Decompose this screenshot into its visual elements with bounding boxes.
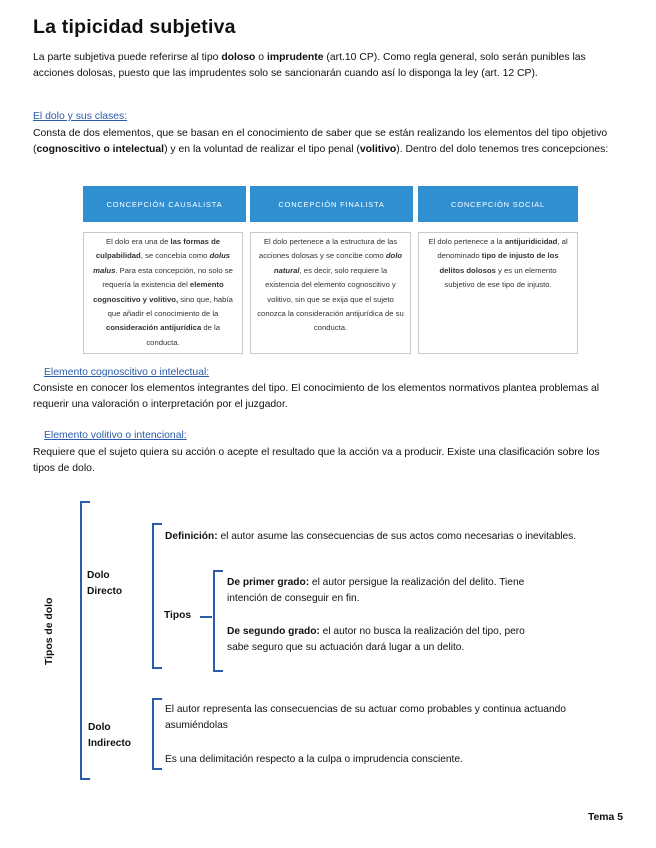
primer-grado-text: De primer grado: el autor persigue la realización del delito. Tiene intención de conseguir en fin.	[227, 577, 525, 604]
dolo-indirecto-label: Dolo Indirecto	[88, 722, 132, 749]
cognoscitivo-heading-link[interactable]: Elemento cognoscitivo o intelectual:	[44, 367, 210, 378]
directo-bracket-bottom	[152, 667, 162, 669]
main-bracket-line	[80, 501, 82, 780]
table-header-finalista: CONCEPCIÓN FINALISTA	[250, 186, 413, 222]
definicion-text: Definición: el autor asume las consecuencias de sus actos como necesarias o inevitables.	[165, 531, 577, 542]
segundo-grado-text: De segundo grado: el autor no busca la realización del tipo, pero sabe seguro que su actuación dará lugar a un delito.	[227, 626, 525, 653]
tipos-bracket-bottom	[213, 670, 223, 672]
indirecto-bracket-line	[152, 698, 154, 770]
main-bracket-top	[80, 501, 90, 503]
dolo-paragraph: Consta de dos elementos, que se basan en el conocimiento de saber que se están realizando los elementos del tipo objetivo (cognoscitivo o intelectual) y en la voluntad de realizar el tipo penal (volitivo). Dentro del dolo tenemos tres concepciones:	[33, 128, 609, 155]
footer-page-label: Tema 5	[587, 812, 623, 823]
main-bracket-bottom	[80, 778, 90, 780]
directo-bracket-top	[152, 523, 162, 525]
table-header-causalista: CONCEPCIÓN CAUSALISTA	[83, 186, 246, 222]
directo-bracket-line	[152, 523, 154, 669]
tipos-connector	[200, 616, 212, 618]
volitivo-heading-link[interactable]: Elemento volitivo o intencional:	[44, 430, 187, 441]
diagram-root-label: Tipos de dolo	[44, 597, 55, 665]
indirecto-bracket-bottom	[152, 768, 162, 770]
table-header-social: CONCEPCIÓN SOCIAL	[418, 186, 578, 222]
indirecto-bracket-top	[152, 698, 162, 700]
tipos-label: Tipos	[164, 610, 191, 621]
intro-paragraph: La parte subjetiva puede referirse al tipo doloso o imprudente (art.10 CP). Como regla general, solo serán punibles las acciones dolosas, puesto que las imprudentes solo se sancionarán cuando así lo disponga la ley (art. 12 CP).	[33, 52, 586, 79]
indirecto-text-1: El autor representa las consecuencias de su actuar como probables y continua actuando asumiéndolas	[165, 704, 566, 731]
table-cell-social: El dolo pertenece a la antijuridicidad, al denominado tipo de injusto de los delitos dolosos y es un elemento subjetivo de ese tipo de injusto.	[418, 232, 578, 354]
indirecto-text-2: Es una delimitación respecto a la culpa o imprudencia consciente.	[165, 754, 463, 765]
table-cell-finalista: El dolo pertenece a la estructura de las acciones dolosas y se concibe como dolo natural, es decir, solo requiere la existencia del elemento cognoscitivo y volitivo, sin que se exija que el sujeto conozca la consideración antijurídica de su conducta.	[250, 232, 411, 354]
volitivo-paragraph: Requiere que el sujeto quiera su acción o acepte el resultado que la acción va a producir. Existe una clasificación sobre los tipos de dolo.	[33, 447, 600, 474]
dolo-directo-label: Dolo Directo	[87, 570, 123, 597]
cognoscitivo-paragraph: Consiste en conocer los elementos integrantes del tipo. El conocimiento de los elementos normativos plantea problemas al requerir una valoración o interpretación por el juzgador.	[33, 383, 600, 410]
page-title: La tipicidad subjetiva	[33, 16, 236, 38]
dolo-heading-link[interactable]: El dolo y sus clases:	[33, 111, 128, 122]
table-cell-causalista: El dolo era una de las formas de culpabilidad, se concebía como dolus malus. Para esta concepción, no solo se requería la existencia del elemento cognoscitivo y volitivo, sino que, había que añadir el conocimiento de la consideración antijurídica de la conducta.	[83, 232, 243, 354]
tipos-bracket-line	[213, 570, 215, 672]
tipos-bracket-top	[213, 570, 223, 572]
